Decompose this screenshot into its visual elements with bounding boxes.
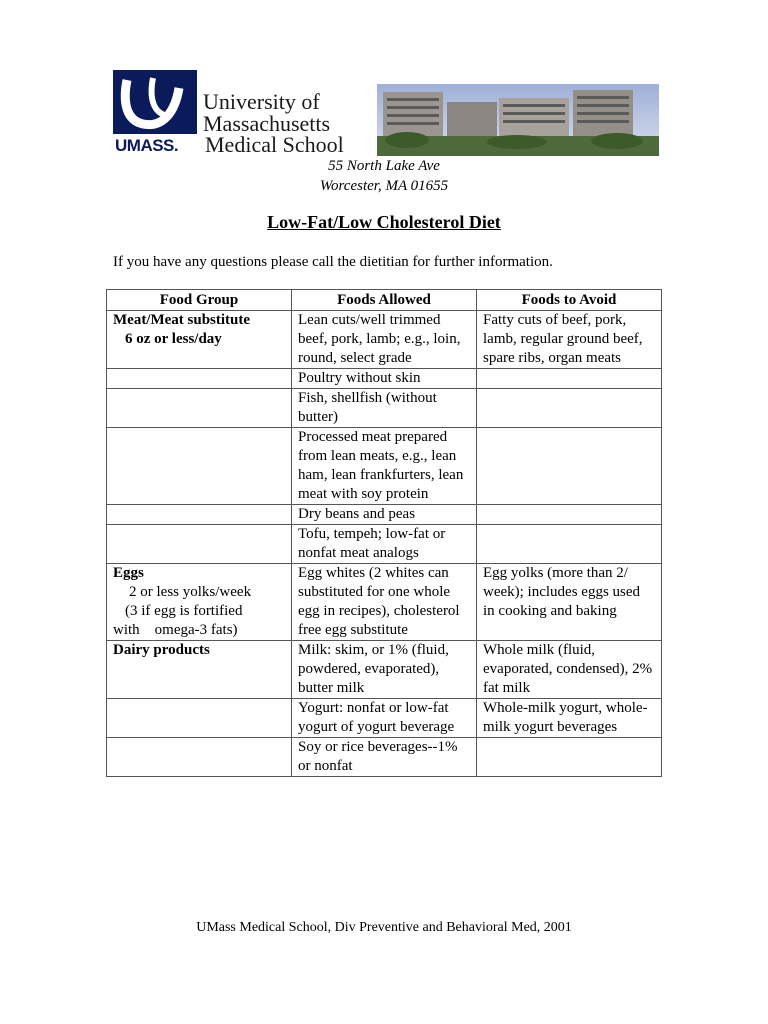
table-row xyxy=(107,564,662,641)
table-header-row xyxy=(107,290,662,311)
avoid-cell: Whole-milk yogurt, whole-milk yogurt beverages xyxy=(477,699,662,738)
header-foods-allowed: Foods Allowed xyxy=(292,290,477,311)
group-cell-eggs xyxy=(107,564,292,641)
allowed-cell: Fish, shellfish (without butter) xyxy=(292,389,477,428)
table-row xyxy=(107,428,662,505)
table-row xyxy=(107,699,662,738)
allowed-cell: Dry beans and peas xyxy=(292,505,477,525)
allowed-cell: Milk: skim, or 1% (fluid, powdered, evaporated), butter milk xyxy=(292,641,477,699)
page-footer: UMass Medical School, Div Preventive and Behavioral Med, 2001 xyxy=(196,920,572,935)
group-subtext: (3 if egg is fortified xyxy=(125,603,243,619)
table-row xyxy=(107,738,662,777)
avoid-cell xyxy=(477,738,662,777)
avoid-cell xyxy=(477,369,662,389)
address-line2: Worcester, MA 01655 xyxy=(319,178,449,194)
group-cell-meat xyxy=(107,311,292,369)
table-row xyxy=(107,389,662,428)
group-subtext: 2 or less yolks/week xyxy=(129,584,252,600)
group-name: Meat/Meat substitute xyxy=(113,312,251,328)
table-row xyxy=(107,525,662,564)
allowed-cell: Lean cuts/well trimmed beef, pork, lamb; e.g., loin, round, select grade xyxy=(292,311,477,369)
table-row xyxy=(107,641,662,699)
table-row xyxy=(107,505,662,525)
allowed-cell: Egg whites (2 whites can substituted for one whole egg in recipes), cholesterol free egg substitute xyxy=(292,564,477,641)
allowed-cell: Processed meat prepared from lean meats, e.g., lean ham, lean frankfurters, lean meat with soy protein xyxy=(292,428,477,505)
group-cell-empty xyxy=(107,738,292,777)
school-name: Medical School xyxy=(205,132,344,157)
group-cell-dairy xyxy=(107,641,292,699)
document-title: Low-Fat/Low Cholesterol Diet xyxy=(267,212,501,232)
group-subtext: with omega-3 fats) xyxy=(113,622,238,638)
group-cell-empty xyxy=(107,428,292,505)
group-cell-empty xyxy=(107,699,292,738)
avoid-cell xyxy=(477,505,662,525)
avoid-cell: Fatty cuts of beef, pork, lamb, regular ground beef, spare ribs, organ meats xyxy=(477,311,662,369)
group-name: Dairy products xyxy=(113,642,210,658)
table-row xyxy=(107,369,662,389)
group-name: Eggs xyxy=(113,565,144,581)
university-line1: University of xyxy=(203,89,320,114)
group-subtext: 6 oz or less/day xyxy=(125,331,222,347)
umass-wordmark: UMASS. xyxy=(115,136,179,155)
header-food-group: Food Group xyxy=(107,290,292,311)
group-cell-empty xyxy=(107,389,292,428)
table-row xyxy=(107,311,662,369)
avoid-cell: Egg yolks (more than 2/ week); includes eggs used in cooking and baking xyxy=(477,564,662,641)
group-cell-empty xyxy=(107,505,292,525)
header-banner xyxy=(113,70,659,156)
avoid-cell xyxy=(477,428,662,505)
allowed-cell: Poultry without skin xyxy=(292,369,477,389)
university-line2: Massachusetts xyxy=(203,111,331,136)
intro-text: If you have any questions please call the dietitian for further information. xyxy=(113,254,553,270)
diet-table xyxy=(106,289,662,777)
allowed-cell: Tofu, tempeh; low-fat or nonfat meat analogs xyxy=(292,525,477,564)
group-cell-empty xyxy=(107,369,292,389)
campus-building-photo xyxy=(377,84,659,156)
header-foods-to-avoid: Foods to Avoid xyxy=(477,290,662,311)
group-cell-empty xyxy=(107,525,292,564)
allowed-cell: Soy or rice beverages--1% or nonfat xyxy=(292,738,477,777)
avoid-cell: Whole milk (fluid, evaporated, condensed), 2% fat milk xyxy=(477,641,662,699)
address-line1: 55 North Lake Ave xyxy=(328,158,440,174)
avoid-cell xyxy=(477,389,662,428)
allowed-cell: Yogurt: nonfat or low-fat yogurt of yogurt beverage xyxy=(292,699,477,738)
avoid-cell xyxy=(477,525,662,564)
